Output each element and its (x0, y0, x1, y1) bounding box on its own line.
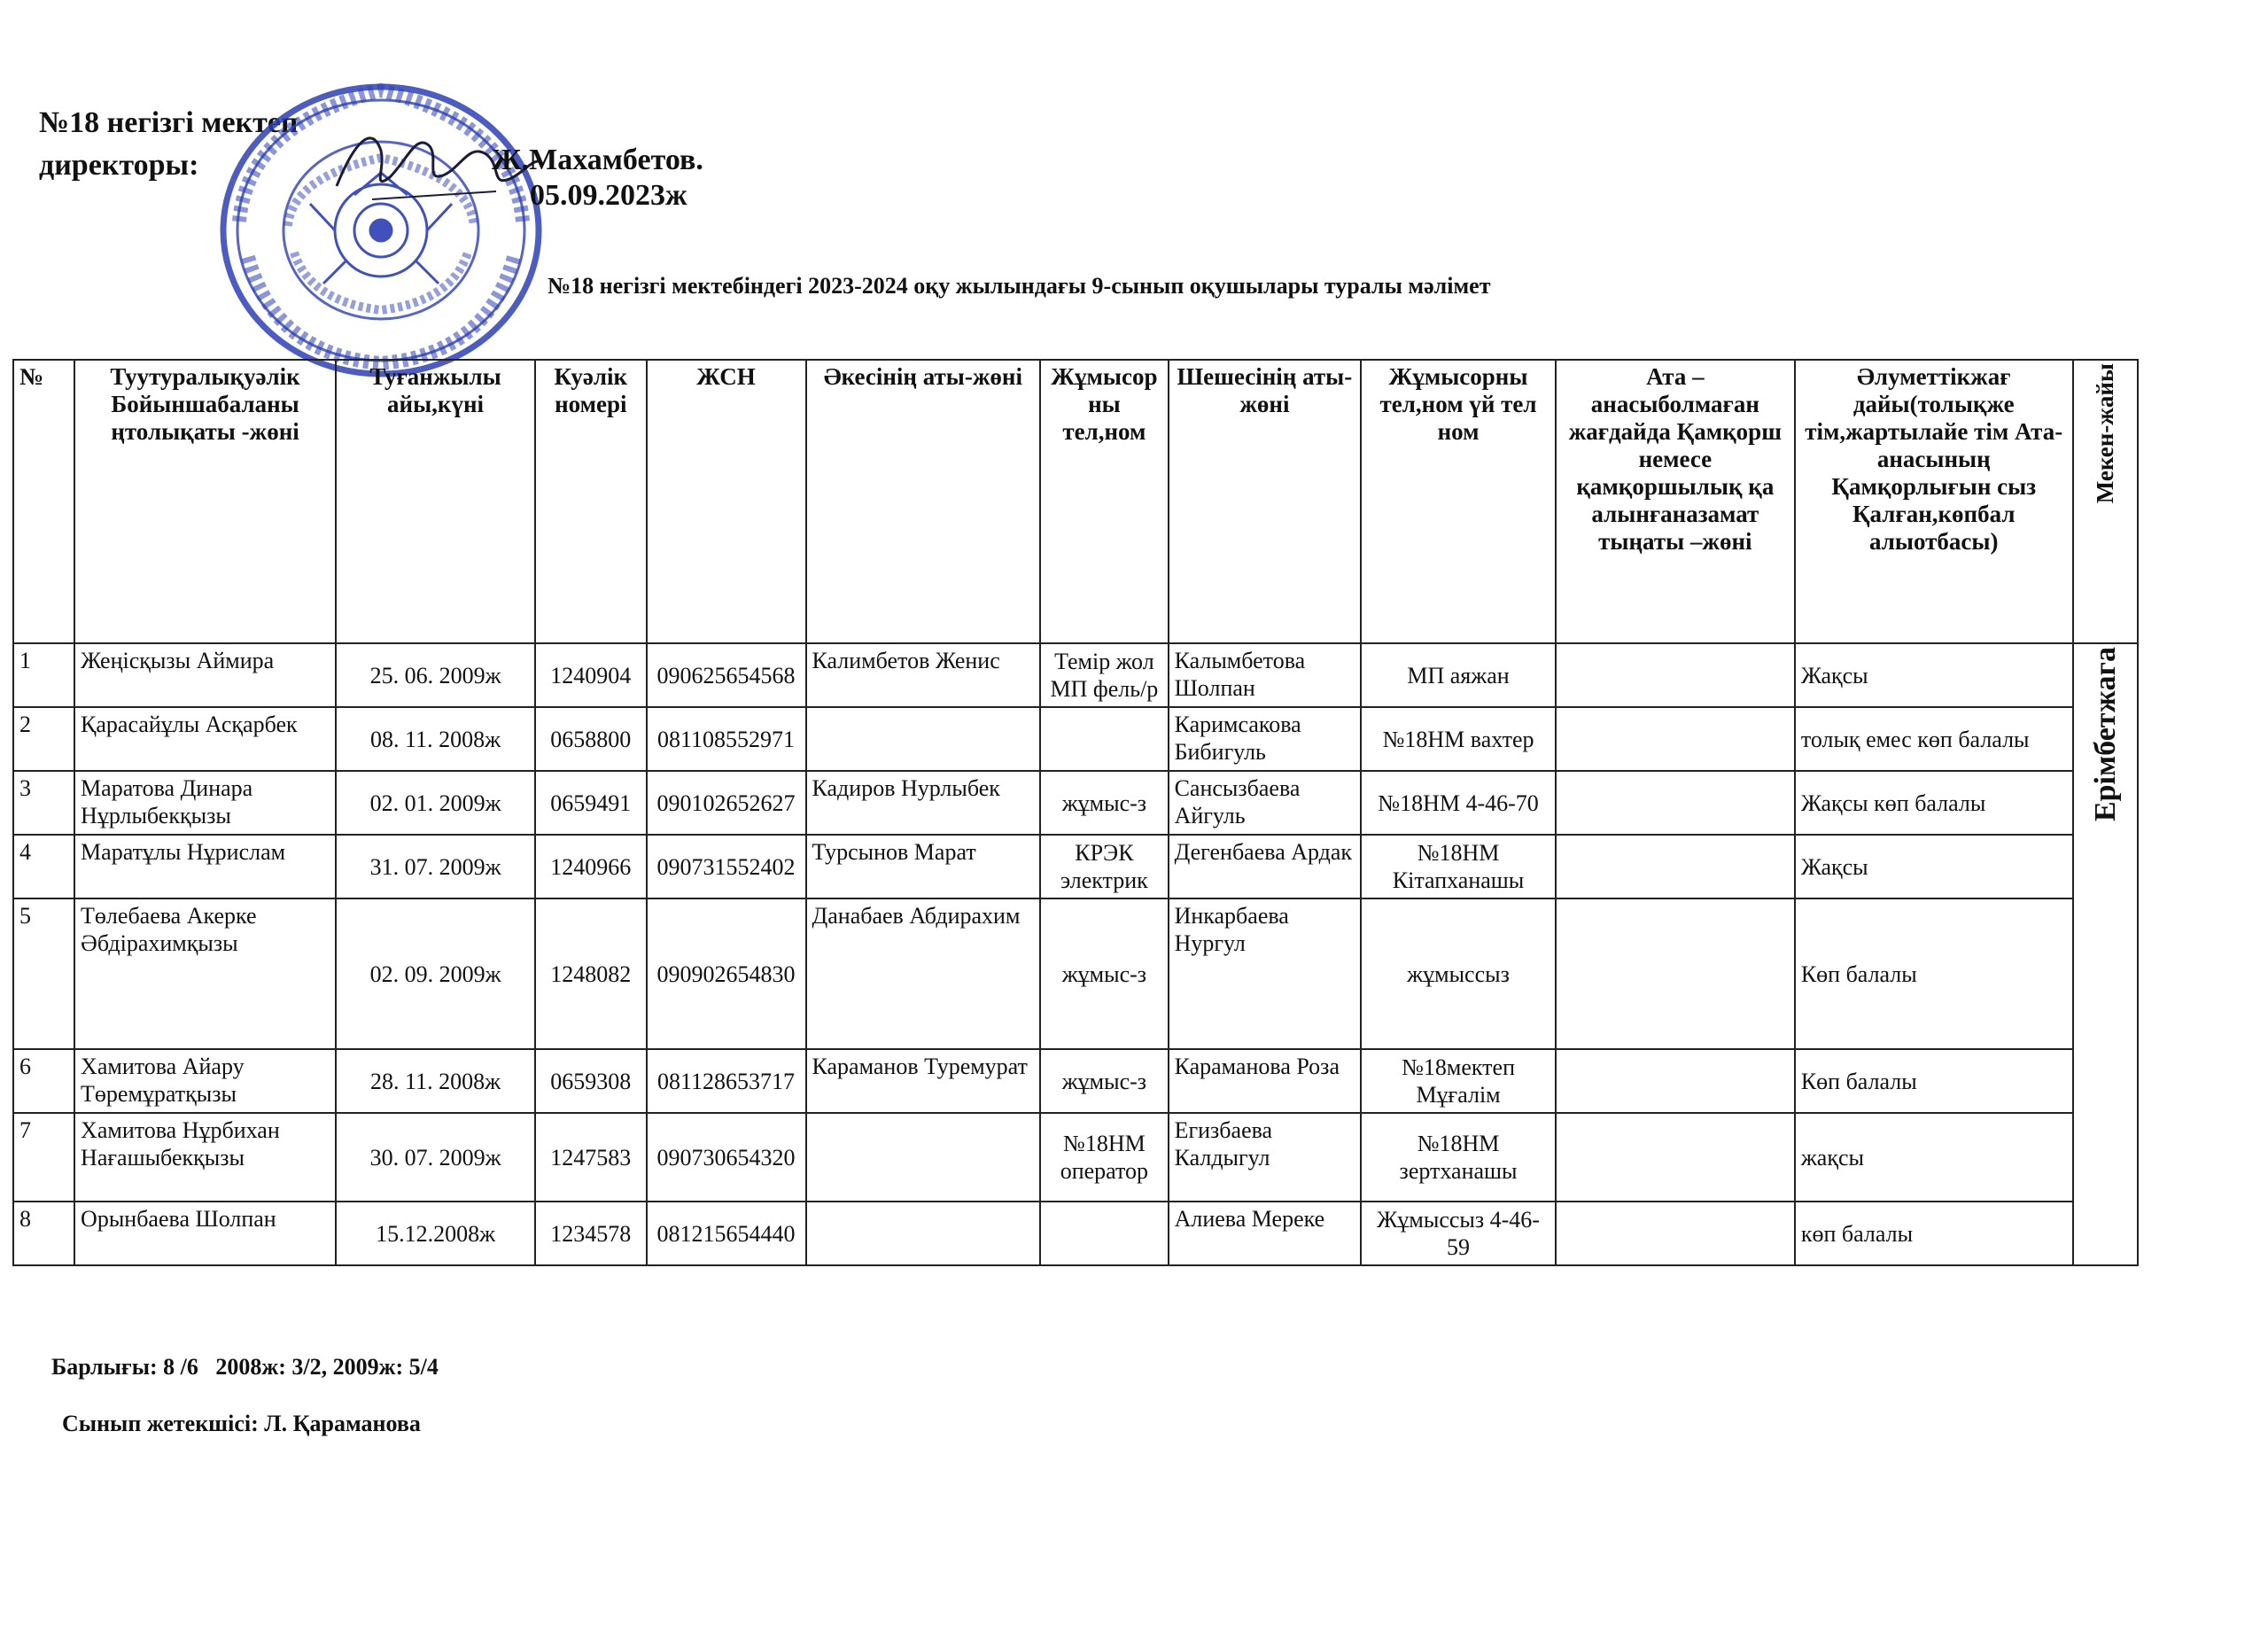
document-date: 05.09.2023ж (530, 179, 687, 212)
cell-no: 1 (13, 643, 74, 707)
cell-no: 3 (13, 771, 74, 835)
cell-iin: 081108552971 (647, 707, 806, 771)
cell-certificate-number: 1234578 (535, 1202, 647, 1265)
cell-mother-job: №18НМ вахтер (1361, 707, 1556, 771)
cell-guardian (1556, 1049, 1795, 1113)
cell-father-job: жұмыс-з (1040, 771, 1168, 835)
cell-iin: 081128653717 (647, 1049, 806, 1113)
table-row (13, 1113, 2138, 1202)
document-title: №18 негізгі мектебіндегі 2023-2024 оқу жылындағы 9-сынып оқушылары туралы мәлімет (548, 273, 1491, 299)
students-table (12, 359, 2139, 1266)
cell-father-name: Караманов Туремурат (806, 1049, 1041, 1113)
cell-certificate-number: 0658800 (535, 707, 647, 771)
cell-birth-date: 28. 11. 2008ж (336, 1049, 535, 1113)
cell-certificate-number: 1248082 (535, 898, 647, 1049)
cell-mother-name: Егизбаева Калдыгул (1169, 1113, 1362, 1202)
cell-father-name: Данабаев Абдирахим (806, 898, 1041, 1049)
cell-mother-name: Калымбетова Шолпан (1169, 643, 1362, 707)
cell-no: 5 (13, 898, 74, 1049)
cell-iin: 090902654830 (647, 898, 806, 1049)
cell-father-job: Темір жол МП фель/р (1040, 643, 1168, 707)
cell-mother-job: №18НМ зертханашы (1361, 1113, 1556, 1202)
cell-guardian (1556, 707, 1795, 771)
cell-birth-date: 30. 07. 2009ж (336, 1113, 535, 1202)
table-row (13, 643, 2138, 707)
cell-father-name (806, 1113, 1041, 1202)
cell-social-status: көп балалы (1795, 1202, 2073, 1265)
cell-social-status: жақсы (1795, 1113, 2073, 1202)
cell-social-status: Жақсы (1795, 835, 2073, 898)
cell-student-name: Хамитова Нұрбихан Нағашыбекқызы (74, 1113, 336, 1202)
header-address (2073, 360, 2138, 643)
cell-birth-date: 31. 07. 2009ж (336, 835, 535, 898)
cell-student-name: Маратұлы Нұрислам (74, 835, 336, 898)
cell-social-status: Көп балалы (1795, 1049, 2073, 1113)
cell-father-name (806, 1202, 1041, 1265)
cell-mother-name: Инкарбаева Нургул (1169, 898, 1362, 1049)
director-line-1: №18 негізгі мектеп (39, 106, 299, 139)
cell-father-job (1040, 1202, 1168, 1265)
cell-guardian (1556, 1113, 1795, 1202)
cell-guardian (1556, 1202, 1795, 1265)
cell-social-status: Жақсы (1795, 643, 2073, 707)
cell-mother-job: МП аяжан (1361, 643, 1556, 707)
cell-certificate-number: 1247583 (535, 1113, 647, 1202)
cell-guardian (1556, 898, 1795, 1049)
cell-father-name: Калимбетов Женис (806, 643, 1041, 707)
header-father: Әкесінің аты-жөні (806, 360, 1041, 643)
cell-birth-date: 02. 01. 2009ж (336, 771, 535, 835)
cell-father-name (806, 707, 1041, 771)
table-row (13, 771, 2138, 835)
cell-student-name: Хамитова Айару Төремұратқызы (74, 1049, 336, 1113)
cell-birth-date: 08. 11. 2008ж (336, 707, 535, 771)
cell-social-status: Жақсы көп балалы (1795, 771, 2073, 835)
table-row (13, 1202, 2138, 1265)
cell-father-job (1040, 707, 1168, 771)
cell-birth-date: 02. 09. 2009ж (336, 898, 535, 1049)
cell-certificate-number: 0659308 (535, 1049, 647, 1113)
cell-guardian (1556, 835, 1795, 898)
director-name: Ж.Махамбетов. (492, 144, 703, 176)
header-mother-job: Жұмысорны тел,ном үй тел ном (1361, 360, 1556, 643)
cell-no: 6 (13, 1049, 74, 1113)
cell-no: 2 (13, 707, 74, 771)
header-no: № (13, 360, 74, 643)
cell-iin: 090730654320 (647, 1113, 806, 1202)
header-mother: Шешесінің аты-жөні (1169, 360, 1362, 643)
cell-student-name: Төлебаева Акерке Әбдірахимқызы (74, 898, 336, 1049)
cell-mother-name: Алиева Мереке (1169, 1202, 1362, 1265)
cell-iin: 090625654568 (647, 643, 806, 707)
summary-line: Барлығы: 8 /6 2008ж: 3/2, 2009ж: 5/4 (51, 1354, 439, 1380)
cell-father-job: КРЭК электрик (1040, 835, 1168, 898)
cell-social-status: Көп балалы (1795, 898, 2073, 1049)
cell-mother-job: №18НМ Кітапханашы (1361, 835, 1556, 898)
cell-mother-job: жұмыссыз (1361, 898, 1556, 1049)
header-cert: Куәлік номері (535, 360, 647, 643)
header-address-text: Мекен-жайы (2091, 363, 2118, 504)
header-birth: Туғанжылы айы,күні (336, 360, 535, 643)
cell-address (2073, 643, 2138, 1265)
table-row (13, 1049, 2138, 1113)
cell-father-job: №18НМ оператор (1040, 1113, 1168, 1202)
cell-mother-name: Караманова Роза (1169, 1049, 1362, 1113)
cell-mother-name: Дегенбаева Ардак (1169, 835, 1362, 898)
cell-certificate-number: 0659491 (535, 771, 647, 835)
cell-guardian (1556, 643, 1795, 707)
director-line-2: директоры: (39, 149, 199, 182)
cell-no: 4 (13, 835, 74, 898)
cell-social-status: толық емес көп балалы (1795, 707, 2073, 771)
header-iin: ЖСН (647, 360, 806, 643)
cell-iin: 090102652627 (647, 771, 806, 835)
header-social: Әлуметтікжағ дайы(толықже тім,жартылайе тім Ата-анасының Қамқорлығын сыз Қалған,көпбал алыотбасы) (1795, 360, 2073, 643)
cell-father-name: Турсынов Марат (806, 835, 1041, 898)
table-row (13, 898, 2138, 1049)
class-teacher: Сынып жетекшісі: Л. Қараманова (62, 1411, 421, 1436)
cell-father-job: жұмыс-з (1040, 898, 1168, 1049)
cell-student-name: Жеңісқызы Аймира (74, 643, 336, 707)
cell-student-name: Орынбаева Шолпан (74, 1202, 336, 1265)
cell-mother-name: Каримсакова Бибигуль (1169, 707, 1362, 771)
cell-iin: 090731552402 (647, 835, 806, 898)
cell-certificate-number: 1240904 (535, 643, 647, 707)
table-header-row (13, 360, 2138, 643)
cell-birth-date: 25. 06. 2009ж (336, 643, 535, 707)
cell-guardian (1556, 771, 1795, 835)
cell-mother-job: №18НМ 4-46-70 (1361, 771, 1556, 835)
cell-no: 7 (13, 1113, 74, 1202)
cell-iin: 081215654440 (647, 1202, 806, 1265)
address-text: Ерімбетжага (2088, 647, 2122, 822)
cell-father-name: Кадиров Нурлыбек (806, 771, 1041, 835)
header-name: Туутуралықуәлік Бойыншабаланы ңтолықаты -жөні (74, 360, 336, 643)
cell-father-job: жұмыс-з (1040, 1049, 1168, 1113)
cell-no: 8 (13, 1202, 74, 1265)
cell-mother-job: Жұмыссыз 4-46-59 (1361, 1202, 1556, 1265)
cell-certificate-number: 1240966 (535, 835, 647, 898)
cell-mother-job: №18мектеп Мұғалім (1361, 1049, 1556, 1113)
cell-birth-date: 15.12.2008ж (336, 1202, 535, 1265)
header-guardian: Ата – анасыболмаған жағдайда Қамқорш немесе қамқоршылық қа алынғаназамат тыңаты –жөні (1556, 360, 1795, 643)
table-row (13, 835, 2138, 898)
cell-student-name: Қарасайұлы Асқарбек (74, 707, 336, 771)
table-row (13, 707, 2138, 771)
cell-mother-name: Сансызбаева Айгуль (1169, 771, 1362, 835)
header-father-job: Жұмысор ны тел,ном (1040, 360, 1168, 643)
cell-student-name: Маратова Динара Нұрлыбекқызы (74, 771, 336, 835)
